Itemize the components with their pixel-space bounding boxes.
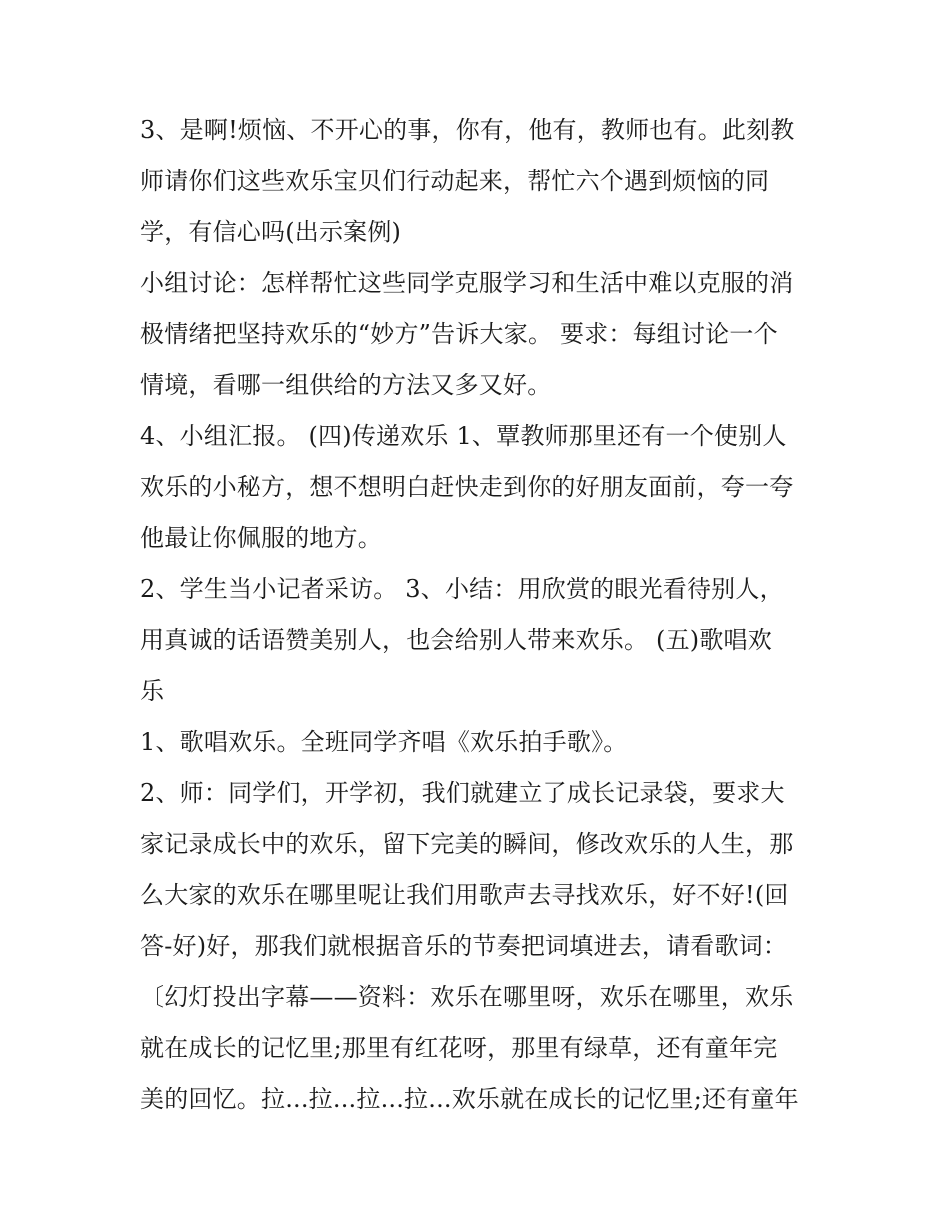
- text-line: 么大家的欢乐在哪里呢让我们用歌声去寻找欢乐，好不好!(回: [140, 881, 789, 909]
- text-line: 就在成长的记忆里;那里有红花呀，那里有绿草，还有童年完: [140, 1034, 778, 1062]
- text-line: 极情绪把坚持欢乐的“妙方”告诉大家。 要求：每组讨论一个: [140, 320, 778, 348]
- text-line: 2、师：同学们，开学初，我们就建立了成长记录袋，要求大: [140, 779, 785, 807]
- text-line: 3、是啊!烦恼、不开心的事，你有，他有，教师也有。此刻教: [140, 116, 795, 144]
- text-line: 欢乐的小秘方，想不想明白赶快走到你的好朋友面前，夸一夸: [140, 473, 794, 501]
- text-line: 4、小组汇报。 (四)传递欢乐 1、覃教师那里还有一个使别人: [140, 422, 787, 450]
- text-line: 他最让你佩服的地方。: [140, 524, 382, 552]
- text-line: 答-好)好，那我们就根据音乐的节奏把词填进去，请看歌词：: [140, 932, 788, 960]
- text-line: 家记录成长中的欢乐，留下完美的瞬间，修改欢乐的人生，那: [140, 830, 794, 858]
- text-line: 2、学生当小记者采访。 3、小结：用欣赏的眼光看待别人，: [140, 575, 784, 603]
- text-line: 乐: [140, 677, 165, 705]
- text-line: 1、歌唱欢乐。全班同学齐唱《欢乐拍手歌》。: [140, 728, 628, 756]
- text-line: 小组讨论：怎样帮忙这些同学克服学习和生活中难以克服的消: [140, 269, 794, 297]
- text-line: 情境，看哪一组供给的方法又多又好。: [140, 371, 552, 399]
- text-line: 〔幻灯投出字幕——资料：欢乐在哪里呀，欢乐在哪里，欢乐: [140, 983, 794, 1011]
- text-line: 用真诚的话语赞美别人，也会给别人带来欢乐。 (五)歌唱欢: [140, 626, 772, 654]
- text-line: 学，有信心吗(出示案例): [140, 218, 402, 246]
- text-line: 美的回忆。拉...拉...拉...拉...欢乐就在成长的记忆里;还有童年: [140, 1085, 799, 1113]
- text-line: 师请你们这些欢乐宝贝们行动起来，帮忙六个遇到烦恼的同: [140, 167, 770, 195]
